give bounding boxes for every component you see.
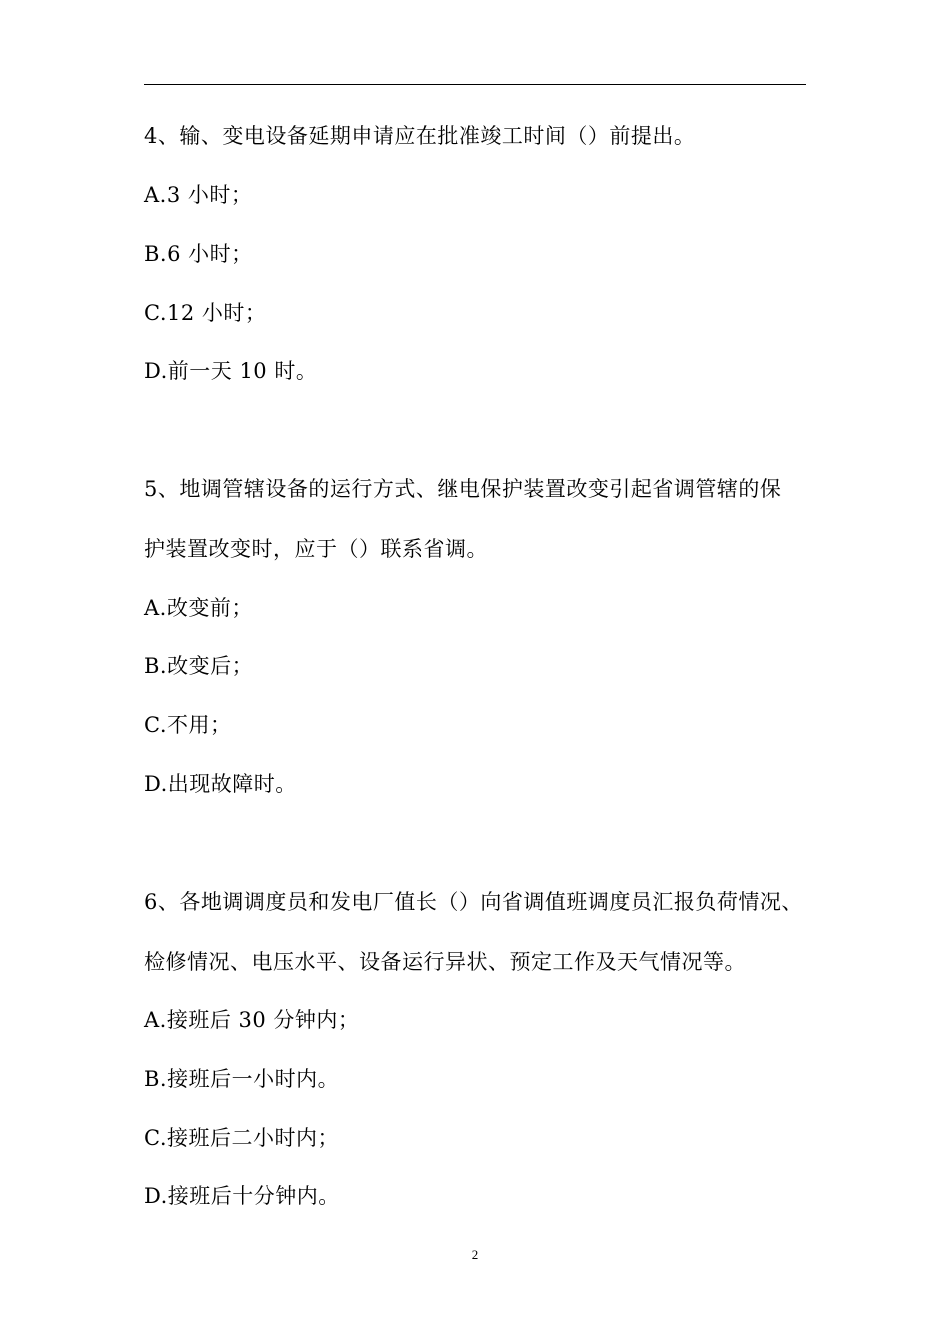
question-5-option-b: B.改变后； bbox=[144, 654, 254, 678]
question-5-option-c: C.不用； bbox=[144, 713, 232, 737]
question-5-text-line-1: 5、地调管辖设备的运行方式、继电保护装置改变引起省调管辖的保 bbox=[144, 477, 782, 501]
question-6-option-a: A.接班后 30 分钟内； bbox=[144, 1008, 360, 1032]
question-4-option-c: C.12 小时； bbox=[144, 301, 267, 325]
question-6-text-line-1: 6、各地调调度员和发电厂值长（）向省调值班调度员汇报负荷情况、 bbox=[144, 890, 803, 914]
question-5-text-line-2: 护装置改变时，应于（）联系省调。 bbox=[144, 537, 488, 561]
page-number: 2 bbox=[471, 1247, 479, 1262]
header-rule bbox=[144, 84, 806, 85]
question-6-option-b: B.接班后一小时内。 bbox=[144, 1067, 340, 1091]
question-4-text: 4、输、变电设备延期申请应在批准竣工时间（）前提出。 bbox=[144, 124, 696, 148]
question-6-option-c: C.接班后二小时内； bbox=[144, 1126, 339, 1150]
question-4-option-d: D.前一天 10 时。 bbox=[144, 359, 318, 383]
question-6-option-d: D.接班后十分钟内。 bbox=[144, 1184, 340, 1208]
question-4-option-b: B.6 小时； bbox=[144, 242, 253, 266]
question-5-option-d: D.出现故障时。 bbox=[144, 772, 297, 796]
question-5-option-a: A.改变前； bbox=[144, 596, 253, 620]
question-6-text-line-2: 检修情况、电压水平、设备运行异状、预定工作及天气情况等。 bbox=[144, 950, 746, 974]
question-4-option-a: A.3 小时； bbox=[144, 183, 253, 207]
